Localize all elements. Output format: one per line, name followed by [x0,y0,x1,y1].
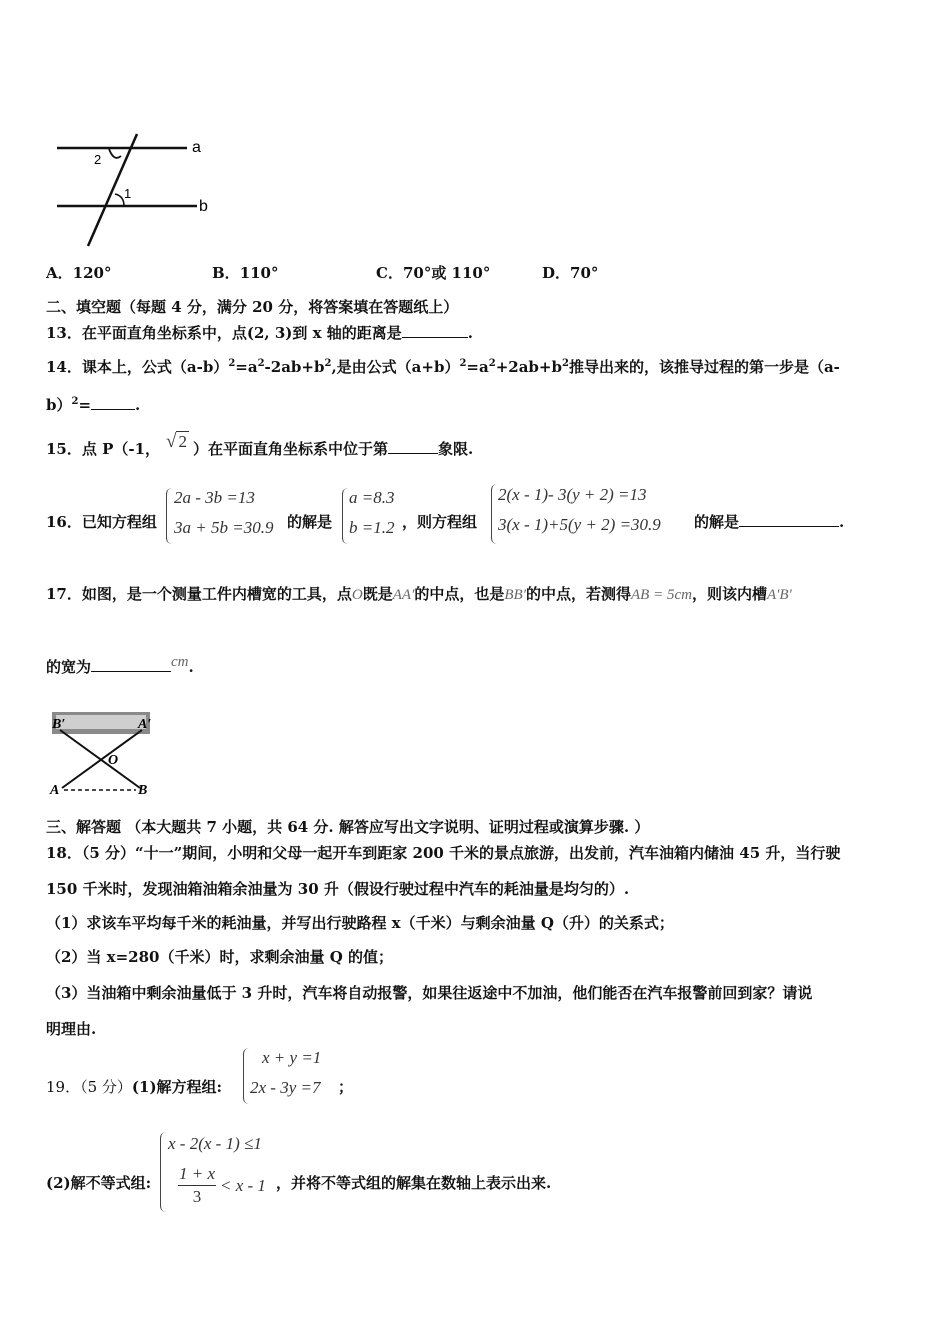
label-b: b [199,198,208,215]
solution-eq1: a =8.3 [349,488,395,507]
system1-eq2: 3a + 5b =30.9 [174,518,274,537]
question-18-line2: 150 千米时，发现油箱油箱余油量为 30 升（假设行驶过程中汽车的耗油量是均匀的）. [46,880,630,898]
question-16-tail: 的解是 . [694,513,845,531]
option-b: B．110° [212,264,279,282]
q19-ineq2-rhs: < x - 1 [220,1176,266,1195]
section2-title: 二、填空题（每题 4 分，满分 20 分，将答案填在答题纸上） [46,298,459,316]
question-19-prefix: 19．（5 分）(1)解方程组: [46,1078,223,1096]
fig2-label-a-prime: A′ [138,717,152,732]
solution-eq2: b =1.2 [349,518,395,537]
sqrt-2: √ 2 [166,431,187,452]
question-16-prefix: 16．已知方程组 [46,513,157,531]
system2-eq2: 3(x - 1)+5(y + 2) =30.9 [498,515,661,534]
question-13: 13．在平面直角坐标系中，点(2, 3)到 x 轴的距离是 . [46,324,474,342]
question-18-part2: （2）当 x=280（千米）时，求剩余油量 Q 的值； [46,948,393,966]
q19-system-eq1: x + y =1 [262,1048,322,1067]
fig2-label-o: O [108,753,119,768]
measuring-tool-figure [46,706,162,800]
question-18-line1: 18．（5 分）“十一”期间，小明和父母一起开车到距家 200 千米的景点旅游，出发前，汽车油箱内储油 45 升，当行驶 [46,844,841,862]
parallel-lines-figure [52,132,222,252]
question-18-part1: （1）求该车平均每千米的耗油量，并写出行驶路程 x（千米）与剩余油量 Q（升）的关系式； [46,914,674,932]
system1-eq1: 2a - 3b =13 [174,488,255,507]
system2-eq1: 2(x - 1)- 3(y + 2) =13 [498,485,647,504]
q19-ineq1: x - 2(x - 1) ≤1 [168,1134,262,1153]
question-17-line1: 17．如图，是一个测量工件内槽宽的工具，点O既是AA′的中点，也是BB′的中点，若测得AB = 5cm，则该内槽A′B′ [46,585,792,603]
label-1: 1 [124,186,132,201]
option-d: D．70° [542,264,599,282]
q19-fraction: 1 + x 3 [178,1164,216,1206]
option-c: C．70°或 110° [376,264,491,282]
q19-p1-end: ； [338,1078,354,1096]
question-15: 15．点 P（-1， √ 2 ）在平面直角坐标系中位于第 象限. [46,431,474,458]
question-14-line2: b）$^2$= . [46,396,141,414]
q19-system-eq2: 2x - 3y =7 [250,1078,321,1097]
question-19-part2-label: (2)解不等式组: [46,1174,152,1192]
q19-p2-end: ，并将不等式组的解集在数轴上表示出来. [276,1174,552,1192]
label-a: a [192,139,201,156]
label-2: 2 [94,152,102,167]
fig2-label-b: B [138,783,148,798]
section3-title: 三、解答题 （本大题共 7 小题，共 64 分. 解答应写出文字说明、证明过程或演算步骤. ） [46,818,650,836]
question-18-part3b: 明理由. [46,1020,97,1038]
question-16-mid1: 的解是 [287,513,333,531]
question-14-line1: 14．课本上，公式$(a-b)^2=a^2-2ab+b^2$,是由公式$(a+b)^2=a^2+2ab+b^2$推导出来的，该推导过程的第一步是（a- [46,358,840,376]
question-16-mid2: ，则方程组 [402,513,478,531]
fig2-label-b-prime: B′ [52,717,66,732]
option-a: A．120° [46,264,112,282]
question-18-part3: （3）当油箱中剩余油量低于 3 升时，汽车将自动报警，如果往返途中不加油，他们能否在汽车报警前回到家？请说 [46,984,813,1002]
fig2-label-a: A [50,783,60,798]
question-17-line2: 的宽为 cm. [46,654,194,676]
